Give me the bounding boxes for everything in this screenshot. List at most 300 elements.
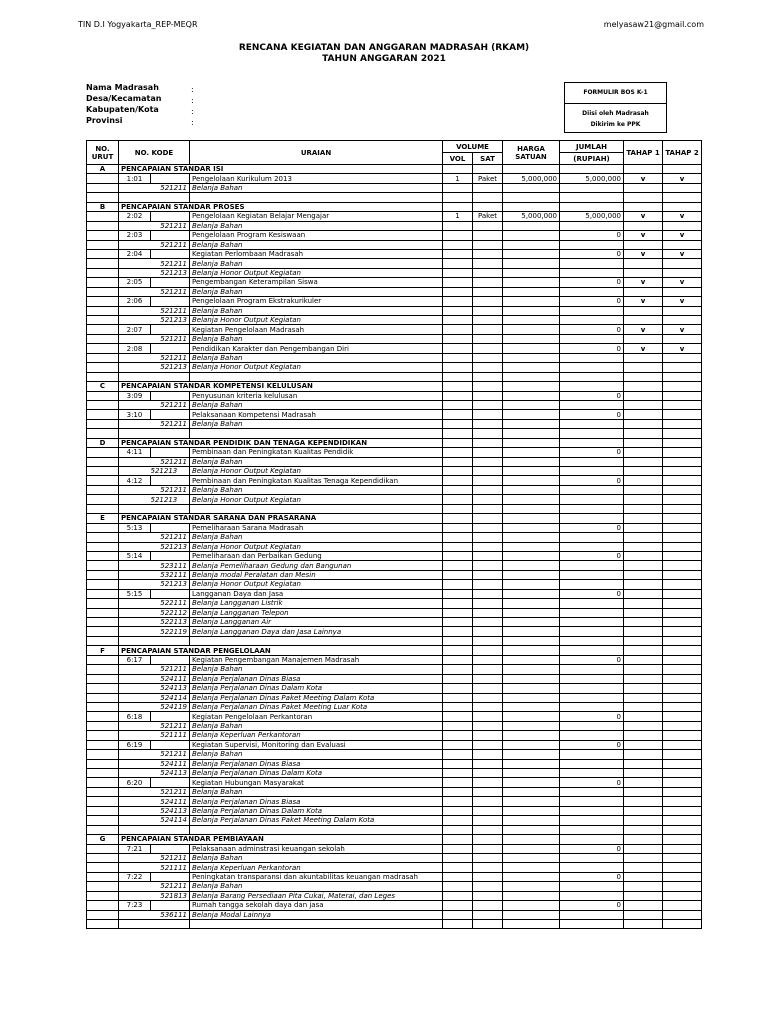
cell-jumlah <box>560 429 624 438</box>
cell-no <box>87 467 119 476</box>
col-jumlah: JUMLAH <box>560 141 624 153</box>
cell-vol <box>443 580 473 589</box>
activity-row <box>87 551 702 560</box>
expense-row <box>87 882 702 891</box>
cell-harga <box>503 863 560 872</box>
expense-name: Belanja Langganan Air <box>190 618 443 627</box>
cell-harga <box>503 787 560 796</box>
cell-no <box>87 297 119 306</box>
cell-no <box>87 400 119 409</box>
cell-harga <box>503 665 560 674</box>
section-title: PENCAPAIAN STANDAR PENGELOLAAN <box>119 646 443 655</box>
cell-jumlah <box>560 268 624 277</box>
activity-row <box>87 740 702 749</box>
activity-name: Langganan Daya dan Jasa <box>190 589 443 598</box>
cell-subcode <box>151 655 190 664</box>
expense-name: Belanja Honor Output Kegiatan <box>190 542 443 551</box>
section-title: PENCAPAIAN STANDAR ISI <box>119 165 443 174</box>
expense-row <box>87 240 702 249</box>
cell-sat <box>473 750 503 759</box>
cell-tahap-1 <box>624 221 663 230</box>
cell-tahap-2 <box>663 438 702 447</box>
expense-row <box>87 334 702 343</box>
cell-harga <box>503 193 560 202</box>
activity-code: 5:13 <box>119 523 151 532</box>
cell-no <box>87 476 119 485</box>
cell-harga <box>503 769 560 778</box>
cell-harga <box>503 721 560 730</box>
check-tahap-2 <box>663 655 702 664</box>
cell-no <box>87 523 119 532</box>
col-rupiah: (RUPIAH) <box>560 153 624 165</box>
expense-code: 521211 <box>151 287 190 296</box>
cell-no <box>87 570 119 579</box>
cell-tahap-1 <box>624 599 663 608</box>
info-colon: : <box>191 107 194 116</box>
cell-tahap-2 <box>663 825 702 834</box>
cell-vol <box>443 400 473 409</box>
cell-no <box>87 457 119 466</box>
cell-tahap-1 <box>624 561 663 570</box>
cell-subcode <box>151 410 190 419</box>
cell-jumlah <box>560 542 624 551</box>
cell-tahap-2 <box>663 910 702 919</box>
cell-jumlah <box>560 580 624 589</box>
expense-name: Belanja Langganan Listrik <box>190 599 443 608</box>
cell-no <box>87 353 119 362</box>
cell-tahap-2 <box>663 372 702 381</box>
check-tahap-1 <box>624 712 663 721</box>
cell-code <box>119 495 151 504</box>
cell-sat <box>473 448 503 457</box>
expense-row <box>87 495 702 504</box>
cell-code <box>119 750 151 759</box>
cell-code <box>119 419 151 428</box>
expense-code: 522111 <box>151 599 190 608</box>
cell-vol <box>443 712 473 721</box>
cell-no <box>87 655 119 664</box>
cell-vol <box>443 674 473 683</box>
cell-sat <box>473 882 503 891</box>
expense-row <box>87 665 702 674</box>
cell-vol <box>443 419 473 428</box>
cell-jumlah <box>560 920 624 929</box>
cell-vol <box>443 467 473 476</box>
cell-code <box>119 910 151 919</box>
check-tahap-2: v <box>663 212 702 221</box>
expense-name: Belanja Perjalanan Dinas Paket Meeting Luar Kota <box>190 702 443 711</box>
section-row <box>87 514 702 523</box>
cell-harga <box>503 485 560 494</box>
cell-sat <box>473 259 503 268</box>
cell-subcode <box>151 476 190 485</box>
expense-row <box>87 627 702 636</box>
expense-row <box>87 674 702 683</box>
cell-no <box>87 721 119 730</box>
cell-tahap-2 <box>663 835 702 844</box>
cell-jumlah <box>560 306 624 315</box>
cell-harga <box>503 561 560 570</box>
expense-code: 524113 <box>151 806 190 815</box>
check-tahap-1: v <box>624 231 663 240</box>
cell-harga <box>503 712 560 721</box>
activity-name: Kegiatan Pengembangan Manajemen Madrasah <box>190 655 443 664</box>
cell-subcode <box>151 448 190 457</box>
cell-code <box>119 400 151 409</box>
cell-vol <box>443 618 473 627</box>
check-tahap-1: v <box>624 325 663 334</box>
expense-row <box>87 702 702 711</box>
cell-vol <box>443 344 473 353</box>
info-row <box>86 94 201 105</box>
section-row <box>87 202 702 211</box>
cell-tahap-1 <box>624 684 663 693</box>
cell-jumlah <box>560 419 624 428</box>
activity-code: 2:07 <box>119 325 151 334</box>
cell-harga <box>503 910 560 919</box>
expense-name: Belanja Bahan <box>190 457 443 466</box>
cell-jumlah <box>560 750 624 759</box>
cell-jumlah <box>560 835 624 844</box>
expense-code: 521211 <box>151 221 190 230</box>
cell-tahap-1 <box>624 183 663 192</box>
cell-vol <box>443 495 473 504</box>
cell-sat <box>473 797 503 806</box>
cell-vol <box>443 853 473 862</box>
cell-jumlah: 0 <box>560 872 624 881</box>
cell-harga <box>503 750 560 759</box>
activity-code: 5:15 <box>119 589 151 598</box>
expense-name: Belanja Bahan <box>190 183 443 192</box>
cell-jumlah <box>560 533 624 542</box>
cell-uraian <box>190 636 443 645</box>
cell-tahap-2 <box>663 485 702 494</box>
expense-row <box>87 561 702 570</box>
cell-jumlah: 0 <box>560 344 624 353</box>
cell-no <box>87 702 119 711</box>
cell-no <box>87 495 119 504</box>
cell-vol <box>443 797 473 806</box>
section-title: PENCAPAIAN STANDAR PEMBIAYAAN <box>119 835 443 844</box>
cell-no <box>87 325 119 334</box>
check-tahap-1 <box>624 901 663 910</box>
cell-code <box>119 618 151 627</box>
cell-tahap-1 <box>624 363 663 372</box>
section-letter: C <box>87 382 119 391</box>
activity-name: Penyusunan kriteria kelulusan <box>190 391 443 400</box>
cell-no <box>87 863 119 872</box>
expense-name: Belanja Honor Output Kegiatan <box>190 580 443 589</box>
cell-sat <box>473 495 503 504</box>
cell-vol <box>443 721 473 730</box>
cell-vol <box>443 551 473 560</box>
cell-code <box>119 561 151 570</box>
cell-sat <box>473 608 503 617</box>
check-tahap-2 <box>663 844 702 853</box>
activity-name: Peningkatan transparansi dan akuntabilitas keuangan madrasah <box>190 872 443 881</box>
cell-harga <box>503 268 560 277</box>
cell-vol <box>443 485 473 494</box>
check-tahap-2: v <box>663 344 702 353</box>
cell-code <box>119 504 190 513</box>
expense-row <box>87 750 702 759</box>
cell-code <box>119 702 151 711</box>
cell-uraian <box>190 504 443 513</box>
cell-jumlah: 0 <box>560 655 624 664</box>
cell-sat <box>473 400 503 409</box>
cell-harga <box>503 844 560 853</box>
cell-code <box>119 240 151 249</box>
expense-code: 524111 <box>151 674 190 683</box>
cell-harga <box>503 344 560 353</box>
expense-name: Belanja Bahan <box>190 221 443 230</box>
info-row <box>86 116 201 127</box>
expense-code: 521211 <box>151 750 190 759</box>
activity-row <box>87 523 702 532</box>
expense-name: Belanja Perjalanan Dinas Dalam Kota <box>190 769 443 778</box>
activity-name: Pengelolaan Kegiatan Belajar Mengajar <box>190 212 443 221</box>
cell-sat <box>473 835 503 844</box>
cell-tahap-1 <box>624 504 663 513</box>
cell-no <box>87 372 119 381</box>
cell-tahap-2 <box>663 816 702 825</box>
cell-harga <box>503 542 560 551</box>
cell-sat <box>473 316 503 325</box>
cell-code <box>119 316 151 325</box>
check-tahap-1 <box>624 778 663 787</box>
expense-code: 521211 <box>151 400 190 409</box>
cell-tahap-2 <box>663 599 702 608</box>
check-tahap-1 <box>624 844 663 853</box>
cell-jumlah: 0 <box>560 523 624 532</box>
cell-vol <box>443 523 473 532</box>
activity-row <box>87 778 702 787</box>
cell-no <box>87 363 119 372</box>
cell-vol <box>443 901 473 910</box>
expense-row <box>87 542 702 551</box>
expense-name: Belanja Perjalanan Dinas Biasa <box>190 759 443 768</box>
cell-jumlah <box>560 353 624 362</box>
cell-tahap-2 <box>663 891 702 900</box>
cell-harga <box>503 608 560 617</box>
cell-tahap-2 <box>663 334 702 343</box>
cell-sat <box>473 712 503 721</box>
cell-tahap-2 <box>663 721 702 730</box>
check-tahap-2 <box>663 901 702 910</box>
cell-tahap-2 <box>663 797 702 806</box>
cell-tahap-1 <box>624 316 663 325</box>
expense-code: 521111 <box>151 731 190 740</box>
cell-tahap-2 <box>663 750 702 759</box>
activity-name: Pembinaan dan Peningkatan Kualitas Pendidik <box>190 448 443 457</box>
cell-no <box>87 448 119 457</box>
cell-sat <box>473 825 503 834</box>
cell-sat <box>473 485 503 494</box>
cell-jumlah <box>560 363 624 372</box>
cell-vol <box>443 589 473 598</box>
section-title: PENCAPAIAN STANDAR SARANA DAN PRASARANA <box>119 514 443 523</box>
cell-harga <box>503 400 560 409</box>
cell-sat: Paket <box>473 212 503 221</box>
expense-name: Belanja Honor Output Kegiatan <box>190 268 443 277</box>
cell-sat <box>473 391 503 400</box>
cell-vol <box>443 636 473 645</box>
cell-sat <box>473 221 503 230</box>
cell-tahap-1 <box>624 429 663 438</box>
check-tahap-1: v <box>624 278 663 287</box>
cell-jumlah <box>560 599 624 608</box>
cell-jumlah: 5,000,000 <box>560 174 624 183</box>
expense-row <box>87 467 702 476</box>
expense-row <box>87 457 702 466</box>
cell-subcode <box>151 551 190 560</box>
cell-jumlah <box>560 259 624 268</box>
cell-code <box>119 787 151 796</box>
cell-jumlah <box>560 721 624 730</box>
expense-name: Belanja Perjalanan Dinas Paket Meeting Dalam Kota <box>190 693 443 702</box>
cell-tahap-1 <box>624 268 663 277</box>
cell-tahap-1 <box>624 731 663 740</box>
cell-vol <box>443 920 473 929</box>
cell-harga <box>503 514 560 523</box>
cell-jumlah: 0 <box>560 901 624 910</box>
check-tahap-2 <box>663 476 702 485</box>
cell-tahap-2 <box>663 702 702 711</box>
expense-name: Belanja Honor Output Kegiatan <box>190 363 443 372</box>
cell-jumlah <box>560 769 624 778</box>
cell-jumlah: 0 <box>560 712 624 721</box>
cell-sat <box>473 570 503 579</box>
expense-code: 524114 <box>151 693 190 702</box>
cell-no <box>87 825 119 834</box>
cell-harga <box>503 901 560 910</box>
cell-vol <box>443 476 473 485</box>
section-row <box>87 438 702 447</box>
cell-harga <box>503 363 560 372</box>
cell-tahap-1 <box>624 372 663 381</box>
cell-jumlah <box>560 485 624 494</box>
cell-tahap-2 <box>663 183 702 192</box>
section-title: PENCAPAIAN STANDAR PROSES <box>119 202 443 211</box>
cell-vol <box>443 504 473 513</box>
cell-tahap-2 <box>663 561 702 570</box>
cell-harga <box>503 589 560 598</box>
cell-tahap-2 <box>663 419 702 428</box>
cell-vol <box>443 268 473 277</box>
expense-code: 521211 <box>151 419 190 428</box>
cell-sat <box>473 514 503 523</box>
cell-code <box>119 570 151 579</box>
cell-harga <box>503 316 560 325</box>
cell-code <box>119 268 151 277</box>
cell-jumlah: 0 <box>560 844 624 853</box>
cell-no <box>87 901 119 910</box>
expense-name: Belanja Perjalanan Dinas Dalam Kota <box>190 684 443 693</box>
cell-jumlah <box>560 702 624 711</box>
expense-row <box>87 806 702 815</box>
cell-harga <box>503 618 560 627</box>
cell-vol <box>443 202 473 211</box>
spacer-row <box>87 372 702 381</box>
cell-tahap-2 <box>663 570 702 579</box>
cell-tahap-1 <box>624 806 663 815</box>
cell-subcode <box>151 872 190 881</box>
expense-row <box>87 769 702 778</box>
expense-code: 536111 <box>151 910 190 919</box>
cell-tahap-1 <box>624 750 663 759</box>
expense-code: 521213 <box>151 542 190 551</box>
check-tahap-1: v <box>624 344 663 353</box>
document-title: RENCANA KEGIATAN DAN ANGGARAN MADRASAH (RKAM) <box>238 43 530 53</box>
cell-code <box>119 485 151 494</box>
cell-tahap-2 <box>663 467 702 476</box>
cell-vol <box>443 259 473 268</box>
cell-code <box>119 891 151 900</box>
cell-no <box>87 910 119 919</box>
check-tahap-2 <box>663 448 702 457</box>
expense-code: 521213 <box>151 316 190 325</box>
cell-sat <box>473 202 503 211</box>
cell-sat <box>473 240 503 249</box>
cell-no <box>87 769 119 778</box>
cell-vol <box>443 231 473 240</box>
cell-jumlah <box>560 853 624 862</box>
expense-row <box>87 731 702 740</box>
cell-harga <box>503 599 560 608</box>
cell-jumlah <box>560 202 624 211</box>
cell-no <box>87 429 119 438</box>
cell-tahap-1 <box>624 287 663 296</box>
cell-no <box>87 589 119 598</box>
cell-vol <box>443 740 473 749</box>
cell-jumlah: 0 <box>560 325 624 334</box>
cell-jumlah <box>560 646 624 655</box>
cell-vol <box>443 891 473 900</box>
cell-vol <box>443 183 473 192</box>
activity-row <box>87 278 702 287</box>
cell-code <box>119 684 151 693</box>
expense-name: Belanja modal Peralatan dan Mesin <box>190 570 443 579</box>
cell-harga <box>503 882 560 891</box>
cell-harga <box>503 551 560 560</box>
expense-name: Belanja Langganan Daya dan Jasa Lainnya <box>190 627 443 636</box>
cell-tahap-2 <box>663 306 702 315</box>
cell-sat <box>473 721 503 730</box>
cell-harga <box>503 740 560 749</box>
document-header-left: TIN D.I Yogyakarta_REP-MEQR <box>78 20 198 29</box>
cell-sat <box>473 183 503 192</box>
cell-code <box>119 221 151 230</box>
spacer-row <box>87 636 702 645</box>
activity-code: 4:12 <box>119 476 151 485</box>
check-tahap-1 <box>624 448 663 457</box>
cell-vol <box>443 750 473 759</box>
cell-uraian <box>190 193 443 202</box>
cell-vol <box>443 391 473 400</box>
cell-subcode <box>151 278 190 287</box>
cell-no <box>87 712 119 721</box>
activity-row <box>87 249 702 258</box>
cell-no <box>87 249 119 258</box>
expense-code: 521213 <box>151 363 190 372</box>
cell-jumlah <box>560 665 624 674</box>
cell-vol <box>443 287 473 296</box>
cell-harga <box>503 467 560 476</box>
cell-harga <box>503 806 560 815</box>
cell-sat: Paket <box>473 174 503 183</box>
cell-jumlah <box>560 287 624 296</box>
cell-subcode <box>151 778 190 787</box>
